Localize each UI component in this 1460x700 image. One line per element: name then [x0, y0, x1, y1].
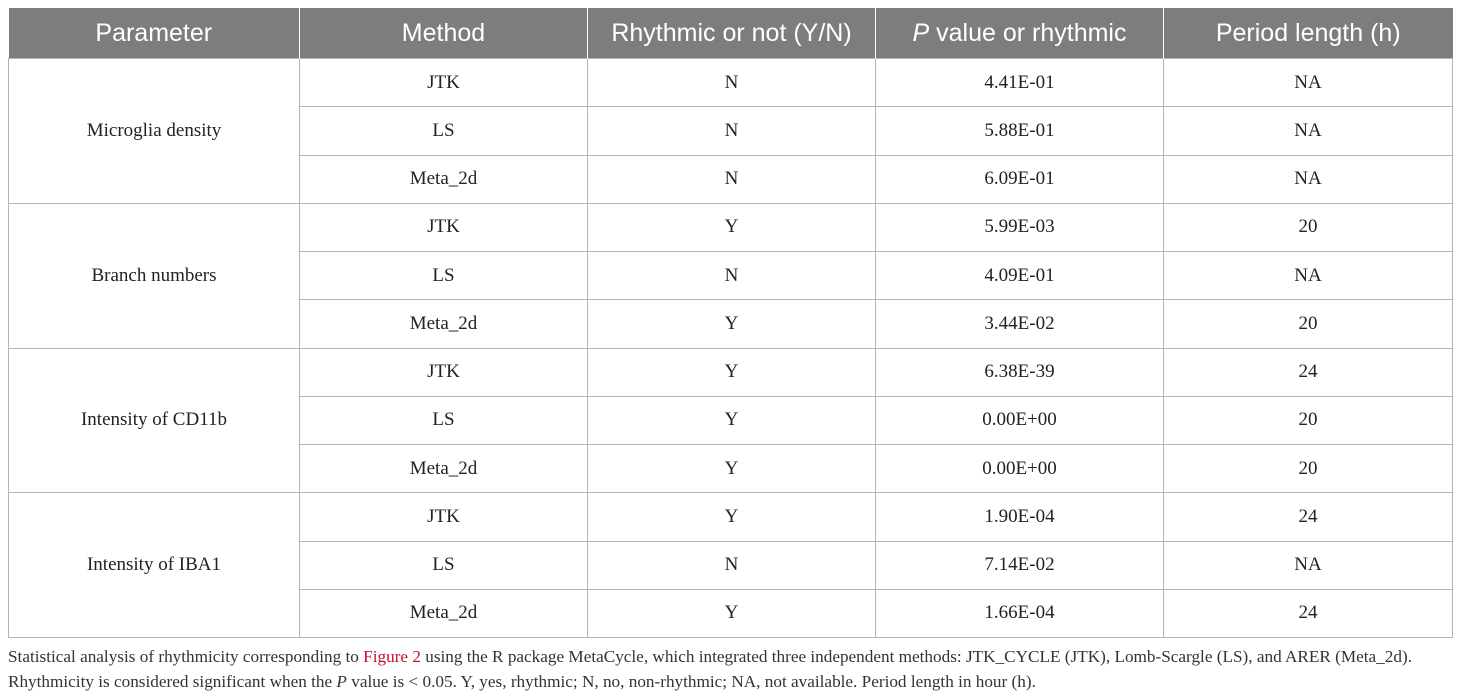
parameter-cell: Microglia density [9, 59, 300, 204]
table-header [9, 8, 1453, 59]
header-parameter: Parameter [9, 8, 300, 59]
period-cell: 20 [1164, 396, 1453, 444]
method-cell: LS [300, 396, 588, 444]
method-cell: LS [300, 252, 588, 300]
caption-text-1: Statistical analysis of rhythmicity corresponding to [8, 647, 364, 666]
method-cell: JTK [300, 203, 588, 251]
period-cell: 24 [1164, 589, 1453, 637]
p-value-cell: 1.66E-04 [876, 589, 1164, 637]
method-cell: LS [300, 107, 588, 155]
table-row [9, 59, 1453, 107]
table-row [9, 348, 1453, 396]
table-body [9, 59, 1453, 638]
rhythmic-cell: N [588, 155, 876, 203]
method-cell: JTK [300, 493, 588, 541]
rhythmic-cell: N [588, 107, 876, 155]
parameter-cell: Branch numbers [9, 203, 300, 348]
p-value-cell: 7.14E-02 [876, 541, 1164, 589]
p-value-cell: 6.38E-39 [876, 348, 1164, 396]
p-value-cell: 3.44E-02 [876, 300, 1164, 348]
parameter-cell: Intensity of IBA1 [9, 493, 300, 638]
method-cell: JTK [300, 348, 588, 396]
rhythmic-cell: Y [588, 445, 876, 493]
table-row [9, 493, 1453, 541]
period-cell: NA [1164, 59, 1453, 107]
p-value-cell: 5.99E-03 [876, 203, 1164, 251]
period-cell: NA [1164, 155, 1453, 203]
header-p-value [876, 8, 1164, 59]
period-cell: 24 [1164, 348, 1453, 396]
header-period: Period length (h) [1164, 8, 1453, 59]
rhythmic-cell: Y [588, 203, 876, 251]
rhythmic-cell: Y [588, 493, 876, 541]
rhythmicity-table [8, 8, 1453, 638]
header-rhythmic: Rhythmic or not (Y/N) [588, 8, 876, 59]
figure-2-link[interactable]: Figure 2 [363, 647, 421, 666]
p-value-cell: 0.00E+00 [876, 396, 1164, 444]
p-value-cell: 0.00E+00 [876, 445, 1164, 493]
results-table-container [8, 8, 1452, 638]
method-cell: LS [300, 541, 588, 589]
caption-text-3: value is < 0.05. Y, yes, rhythmic; N, no, non-rhythmic; NA, not available. Period length in hour (h). [346, 672, 1036, 691]
method-cell: Meta_2d [300, 589, 588, 637]
caption-text-2: using the R package MetaCycle, which integrated three independent methods: JTK_CYCLE (JTK), Lomb-Scargle (LS), and ARER (Meta_2d). Rhythmicity is considered significant when the [8, 647, 1412, 691]
rhythmic-cell: Y [588, 396, 876, 444]
rhythmic-cell: N [588, 541, 876, 589]
period-cell: NA [1164, 107, 1453, 155]
caption-p-italic: P [336, 672, 347, 691]
p-value-cell: 6.09E-01 [876, 155, 1164, 203]
rhythmic-cell: N [588, 252, 876, 300]
period-cell: 20 [1164, 445, 1453, 493]
table-row [9, 203, 1453, 251]
period-cell: 24 [1164, 493, 1453, 541]
p-value-cell: 1.90E-04 [876, 493, 1164, 541]
rhythmic-cell: Y [588, 300, 876, 348]
method-cell: Meta_2d [300, 300, 588, 348]
period-cell: NA [1164, 541, 1453, 589]
header-row [9, 8, 1453, 59]
p-value-cell: 4.41E-01 [876, 59, 1164, 107]
header-p-italic: P [912, 18, 930, 47]
header-method: Method [300, 8, 588, 59]
table-caption [8, 644, 1452, 694]
method-cell: JTK [300, 59, 588, 107]
period-cell: 20 [1164, 300, 1453, 348]
rhythmic-cell: Y [588, 589, 876, 637]
method-cell: Meta_2d [300, 155, 588, 203]
period-cell: NA [1164, 252, 1453, 300]
p-value-cell: 4.09E-01 [876, 252, 1164, 300]
rhythmic-cell: Y [588, 348, 876, 396]
method-cell: Meta_2d [300, 445, 588, 493]
header-p-rest: value or rhythmic [929, 18, 1127, 47]
rhythmic-cell: N [588, 59, 876, 107]
parameter-cell: Intensity of CD11b [9, 348, 300, 493]
period-cell: 20 [1164, 203, 1453, 251]
p-value-cell: 5.88E-01 [876, 107, 1164, 155]
